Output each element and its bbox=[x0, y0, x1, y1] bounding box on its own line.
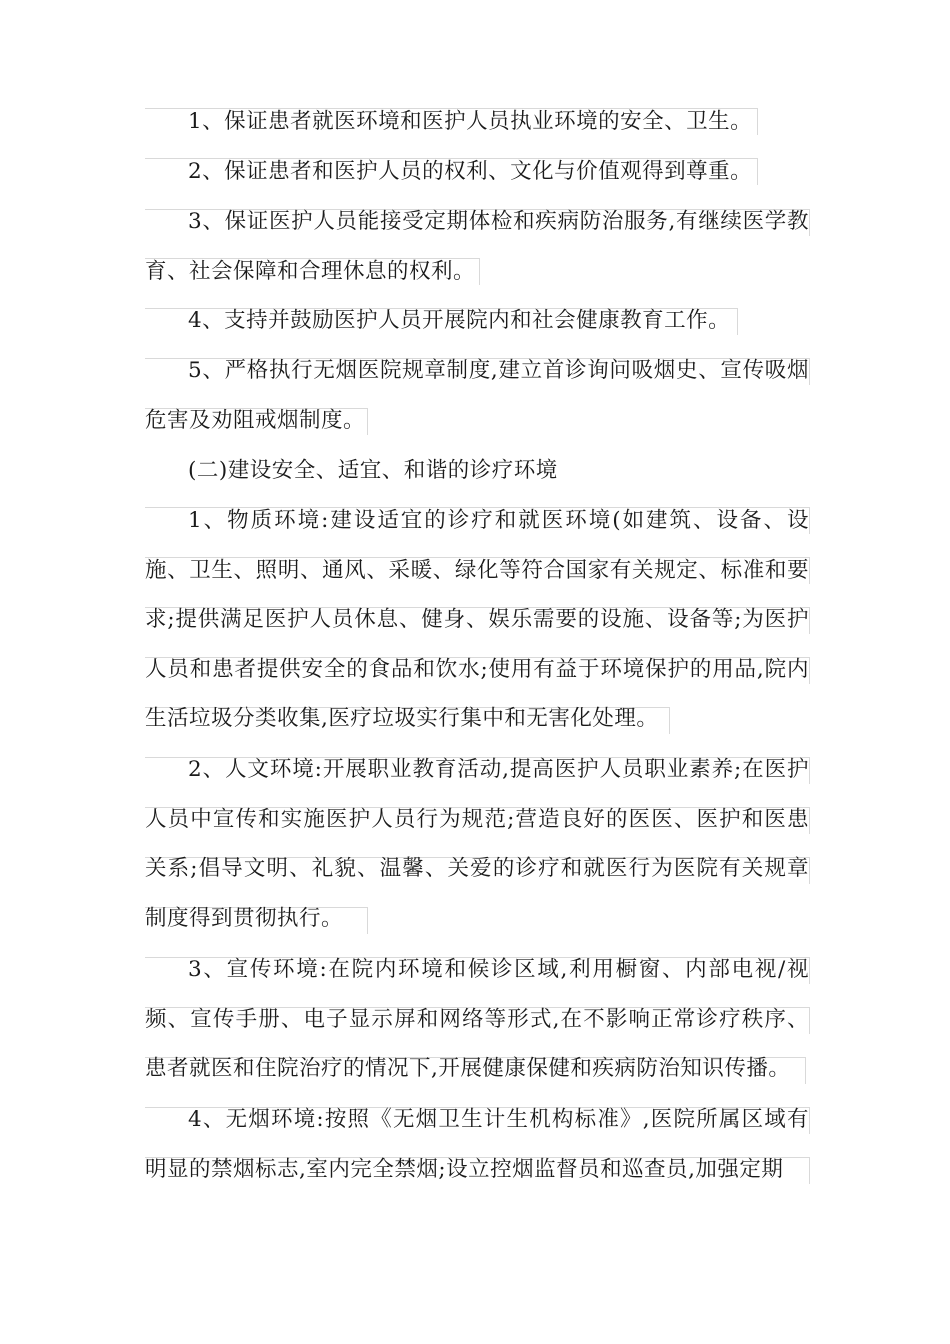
paragraph-material-environment: 1、物质环境:建设适宜的诊疗和就医环境(如建筑、设备、设施、卫生、照明、通风、采暖、绿化等符合国家有关规定、标准和要求;提供满足医护人员休息、健身、娱乐需要的设施、设备等;为医护人员和患者提供安全的食品和饮水;使用有益于环境保护的用品,院内生活垃圾分类收集,医疗垃圾实行集中和无害化处理。 bbox=[145, 508, 809, 731]
paragraph-3: 3、保证医护人员能接受定期体检和疾病防治服务,有继续医学教育、社会保障和合理休息的权利。 bbox=[145, 209, 809, 284]
paragraph-5: 5、严格执行无烟医院规章制度,建立首诊询问吸烟史、宣传吸烟危害及劝阻戒烟制度。 bbox=[145, 358, 809, 433]
paragraph-publicity-environment: 3、宣传环境:在院内环境和候诊区域,利用橱窗、内部电视/视频、宣传手册、电子显示屏和网络等形式,在不影响正常诊疗秩序、患者就医和住院治疗的情况下,开展健康保健和疾病防治知识传播。 bbox=[145, 957, 809, 1081]
paragraph-humanistic-environment: 2、人文环境:开展职业教育活动,提高医护人员职业素养;在医护人员中宣传和实施医护人员行为规范;营造良好的医医、医护和医患关系;倡导文明、礼貌、温馨、关爱的诊疗和就医行为医院有关规章制度得到贯彻执行。 bbox=[145, 757, 809, 931]
section-heading: (二)建设安全、适宜、和谐的诊疗环境 bbox=[188, 458, 558, 483]
paragraph-4: 4、支持并鼓励医护人员开展院内和社会健康教育工作。 bbox=[188, 308, 731, 333]
paragraph-1: 1、保证患者就医环境和医护人员执业环境的安全、卫生。 bbox=[188, 109, 753, 134]
paragraph-smoke-free-environment: 4、无烟环境:按照《无烟卫生计生机构标准》,医院所属区域有明显的禁烟标志,室内完全禁烟;设立控烟监督员和巡查员,加强定期 bbox=[145, 1107, 809, 1182]
paragraph-2: 2、保证患者和医护人员的权利、文化与价值观得到尊重。 bbox=[188, 159, 753, 184]
